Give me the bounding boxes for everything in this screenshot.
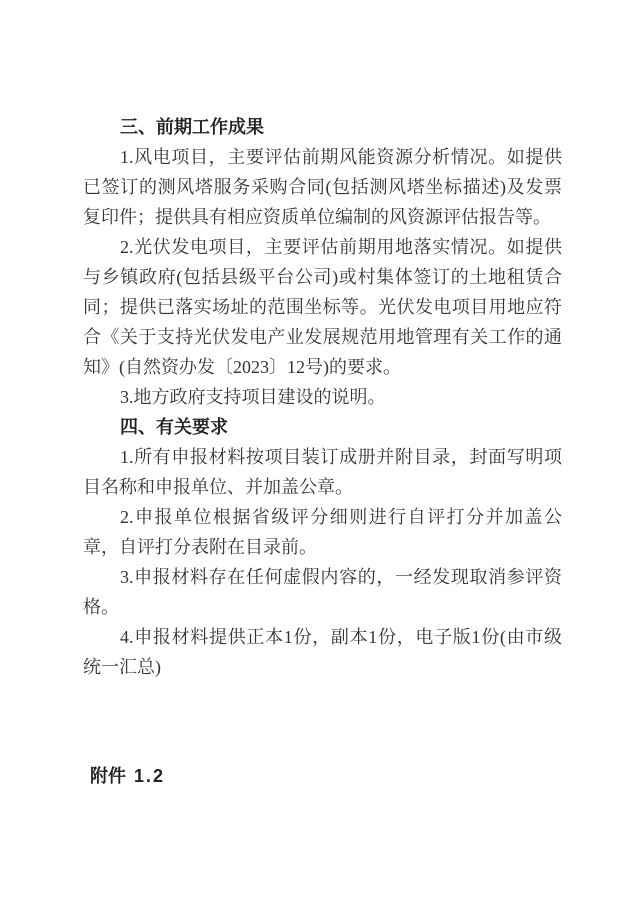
section-requirements — [83, 412, 562, 682]
paragraph-binding-catalog: 1.所有申报材料按项目装订成册并附目录，封面写明项目名称和申报单位、并加盖公章。 — [83, 447, 562, 497]
section-heading-preliminary-work-results: 三、前期工作成果 — [120, 117, 264, 137]
paragraph-false-content: 3.申报材料存在任何虚假内容的，一经发现取消参评资格。 — [83, 567, 562, 617]
section-heading-requirements: 四、有关要求 — [120, 417, 228, 437]
attachment-prefix: 附件 — [90, 766, 126, 786]
paragraph-copies-required: 4.申报材料提供正本1份，副本1份，电子版1份(由市级统一汇总) — [83, 627, 562, 677]
paragraph-self-scoring: 2.申报单位根据省级评分细则进行自评打分并加盖公章，自评打分表附在目录前。 — [83, 507, 562, 557]
attachment-number: 1.2 — [134, 766, 166, 786]
paragraph-wind-project: 1.风电项目，主要评估前期风能资源分析情况。如提供已签订的测风塔服务采购合同(包括测风塔坐标描述)及发票复印件；提供具有相应资质单位编制的风资源评估报告等。 — [83, 147, 562, 227]
paragraph-local-gov-support: 3.地方政府支持项目建设的说明。 — [120, 387, 386, 407]
paragraph-pv-project: 2.光伏发电项目，主要评估前期用地落实情况。如提供与乡镇政府(包括县级平台公司)或村集体签订的土地租赁合同；提供已落实场址的范围坐标等。光伏发电项目用地应符合《关于支持光伏发电产业发展规范用地管理有关工作的通知》(自然资办发〔2023〕12号)的要求。 — [83, 237, 562, 377]
attachment-label — [90, 761, 165, 791]
document-content — [83, 112, 562, 682]
section-preliminary-work-results — [83, 112, 562, 412]
